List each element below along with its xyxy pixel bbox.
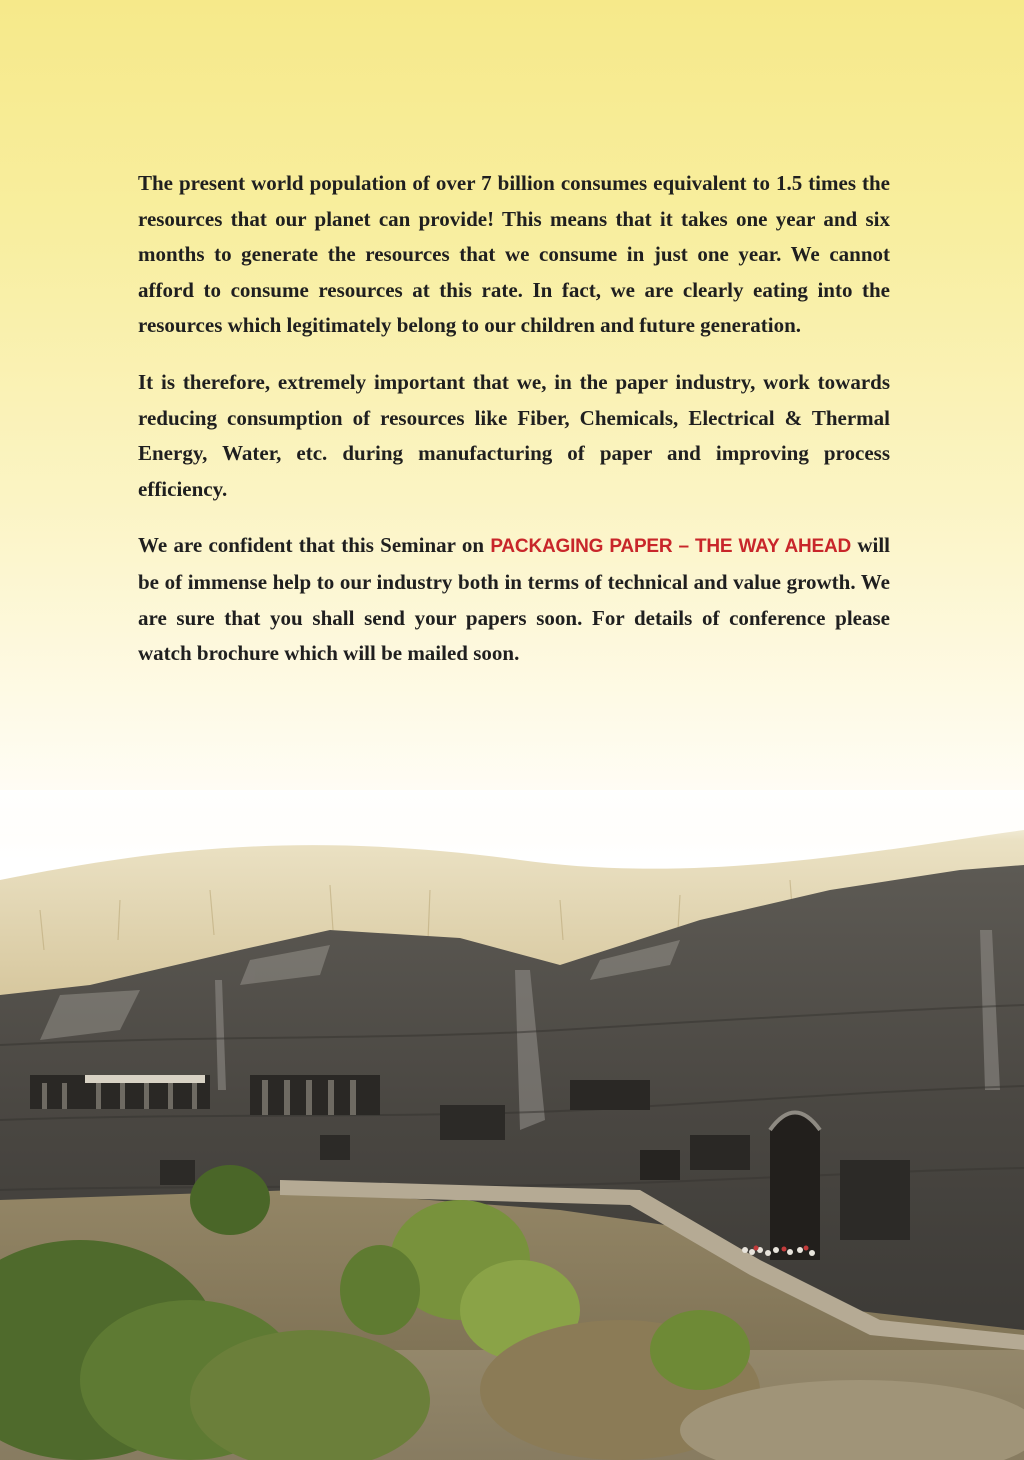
seminar-title: PACKAGING PAPER – THE WAY AHEAD — [490, 536, 852, 558]
seminar-lead-text: We are confident that this Seminar on — [138, 533, 491, 558]
paragraph-seminar — [138, 528, 890, 671]
paragraph-resources: It is therefore, extremely important that we, in the paper industry, work towards reducing consumption of resources like Fiber, Chemicals, Electrical & Thermal Energy, Water, etc. during manufacturing of paper and improving process efficiency. — [138, 369, 890, 501]
caves-photo — [0, 790, 1024, 1460]
body-text — [138, 166, 890, 693]
seminar-tail-text: will be of immense help to our industry both in terms of technical and value growth. We are sure that you shall send your papers soon. For details of conference please watch brochure which will be mailed soon. — [138, 533, 890, 666]
paragraph-population: The present world population of over 7 billion consumes equivalent to 1.5 times the resources that our planet can provide! This means that it takes one year and six months to generate the resources that we consume in just one year. We cannot afford to consume resources at this rate. In fact, we are clearly eating into the resources which legitimately belong to our children and future generation. — [138, 171, 890, 338]
